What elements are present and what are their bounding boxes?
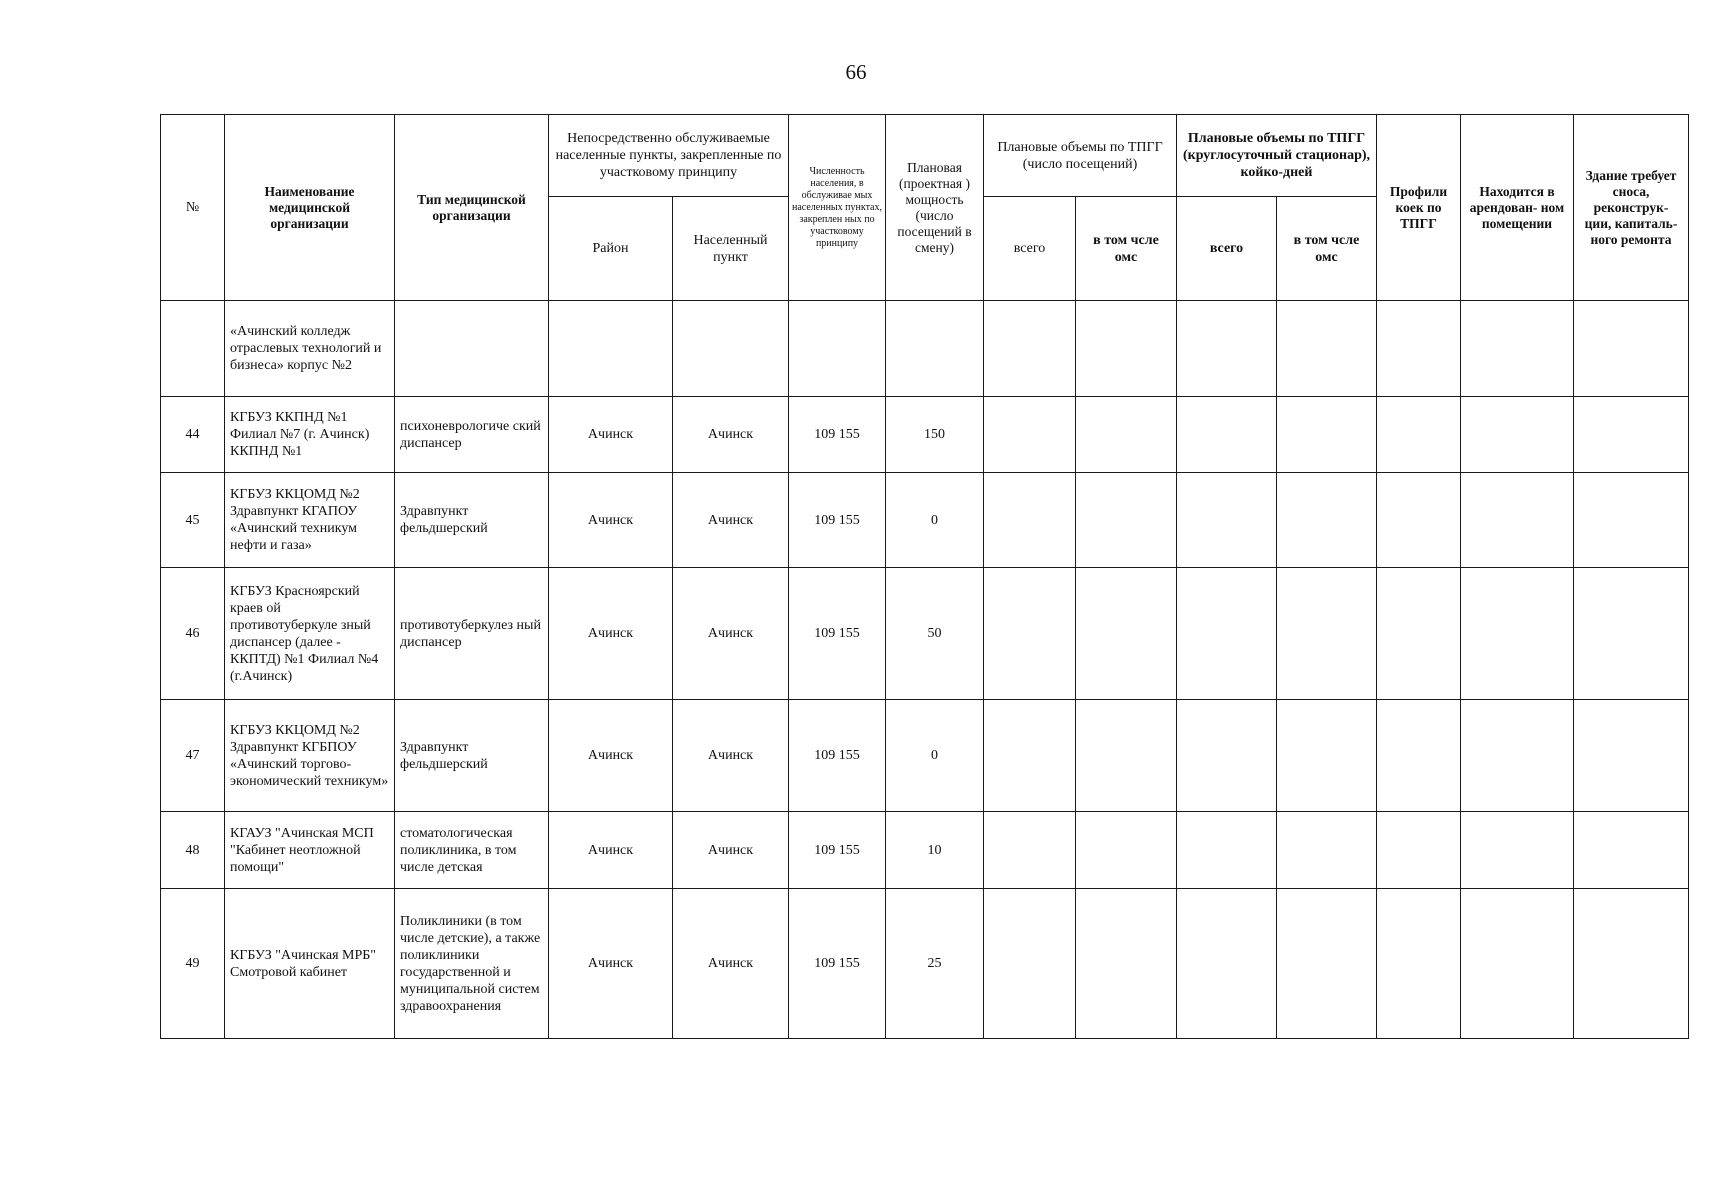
row-district: Ачинск — [549, 889, 673, 1039]
row-population: 109 155 — [789, 397, 886, 473]
empty-cell — [1076, 301, 1177, 397]
row-org-type: Поликлиники (в том числе детские), а также поликлиники государственной и муниципальной систем здравоохранения — [395, 889, 549, 1039]
page-number: 66 — [845, 60, 867, 84]
row-org-name: «Ачинский колледж отраслевых технологий и бизнеса» корпус №2 — [225, 301, 395, 397]
empty-cell — [1461, 397, 1574, 473]
empty-cell — [1574, 812, 1689, 889]
table-row — [161, 812, 1689, 889]
empty-cell — [984, 568, 1076, 700]
empty-cell — [1461, 812, 1574, 889]
header-plan-visits: Плановые объемы по ТПГГ (число посещений) — [984, 115, 1177, 197]
row-population: 109 155 — [789, 700, 886, 812]
row-settlement: Ачинск — [673, 568, 789, 700]
header-rented: Находится в арендован- ном помещении — [1461, 115, 1574, 301]
empty-cell — [1177, 700, 1277, 812]
row-org-type: противотуберкулез ный диспансер — [395, 568, 549, 700]
header-visits-oms: в том чсле омс — [1076, 197, 1177, 301]
empty-cell — [1377, 812, 1461, 889]
table-row — [161, 568, 1689, 700]
empty-cell — [1076, 473, 1177, 568]
row-org-name: КГАУЗ "Ачинская МСП "Кабинет неотложной помощи" — [225, 812, 395, 889]
row-capacity: 25 — [886, 889, 984, 1039]
table-row — [161, 889, 1689, 1039]
header-org-name: Наименование медицинской организации — [225, 115, 395, 301]
row-org-name: КГБУЗ ККЦОМД №2 Здравпункт КГБПОУ «Ачинский торгово- экономический техникум» — [225, 700, 395, 812]
empty-cell — [1277, 301, 1377, 397]
row-no: 44 — [161, 397, 225, 473]
empty-cell — [984, 301, 1076, 397]
empty-cell — [984, 473, 1076, 568]
row-capacity — [886, 301, 984, 397]
row-no: 45 — [161, 473, 225, 568]
empty-cell — [1574, 889, 1689, 1039]
empty-cell — [1277, 473, 1377, 568]
empty-cell — [984, 889, 1076, 1039]
row-population: 109 155 — [789, 889, 886, 1039]
empty-cell — [1574, 700, 1689, 812]
header-plan-hospital: Плановые объемы по ТПГГ (круглосуточный стационар), койко-дней — [1177, 115, 1377, 197]
header-settlement: Населенный пункт — [673, 197, 789, 301]
row-settlement: Ачинск — [673, 700, 789, 812]
row-settlement: Ачинск — [673, 812, 789, 889]
row-population — [789, 301, 886, 397]
header-hospital-oms: в том чсле омс — [1277, 197, 1377, 301]
empty-cell — [1574, 473, 1689, 568]
row-settlement: Ачинск — [673, 473, 789, 568]
empty-cell — [1177, 397, 1277, 473]
empty-cell — [1574, 568, 1689, 700]
empty-cell — [1377, 301, 1461, 397]
empty-cell — [1461, 889, 1574, 1039]
row-district — [549, 301, 673, 397]
header-bed-profiles: Профили коек по ТПГГ — [1377, 115, 1461, 301]
row-org-name: КГБУЗ ККЦОМД №2 Здравпункт КГАПОУ «Ачинский техникум нефти и газа» — [225, 473, 395, 568]
empty-cell — [1177, 301, 1277, 397]
row-district: Ачинск — [549, 812, 673, 889]
empty-cell — [1377, 397, 1461, 473]
empty-cell — [1377, 889, 1461, 1039]
empty-cell — [1377, 700, 1461, 812]
row-population: 109 155 — [789, 473, 886, 568]
row-org-type: Здравпункт фельдшерский — [395, 700, 549, 812]
medical-organizations-table — [160, 114, 1689, 1039]
row-district: Ачинск — [549, 397, 673, 473]
empty-cell — [1076, 889, 1177, 1039]
row-no: 49 — [161, 889, 225, 1039]
empty-cell — [984, 397, 1076, 473]
row-org-type: Здравпункт фельдшерский — [395, 473, 549, 568]
row-capacity: 50 — [886, 568, 984, 700]
header-no: № — [161, 115, 225, 301]
header-capacity: Плановая (проектная ) мощность (число посещений в смену) — [886, 115, 984, 301]
empty-cell — [1076, 397, 1177, 473]
row-org-name: КГБУЗ Красноярский краев ой противотуберкуле зный диспансер (далее - ККПТД) №1 Филиал №4 (г.Ачинск) — [225, 568, 395, 700]
row-capacity: 10 — [886, 812, 984, 889]
row-settlement: Ачинск — [673, 397, 789, 473]
row-district: Ачинск — [549, 473, 673, 568]
row-district: Ачинск — [549, 700, 673, 812]
empty-cell — [1574, 301, 1689, 397]
empty-cell — [1574, 397, 1689, 473]
row-no: 47 — [161, 700, 225, 812]
table-row — [161, 473, 1689, 568]
empty-cell — [1461, 301, 1574, 397]
row-settlement — [673, 301, 789, 397]
empty-cell — [984, 700, 1076, 812]
row-no: 46 — [161, 568, 225, 700]
header-district: Район — [549, 197, 673, 301]
header-org-type: Тип медицинской организации — [395, 115, 549, 301]
row-org-name: КГБУЗ ККПНД №1 Филиал №7 (г. Ачинск) ККПНД №1 — [225, 397, 395, 473]
row-no: 48 — [161, 812, 225, 889]
empty-cell — [1177, 568, 1277, 700]
empty-cell — [1076, 700, 1177, 812]
row-org-type: стоматологическая поликлиника, в том числе детская — [395, 812, 549, 889]
row-district: Ачинск — [549, 568, 673, 700]
empty-cell — [1177, 889, 1277, 1039]
row-capacity: 0 — [886, 473, 984, 568]
row-org-name: КГБУЗ "Ачинская МРБ" Смотровой кабинет — [225, 889, 395, 1039]
empty-cell — [1277, 812, 1377, 889]
row-capacity: 0 — [886, 700, 984, 812]
empty-cell — [1277, 889, 1377, 1039]
table-row — [161, 397, 1689, 473]
empty-cell — [1377, 473, 1461, 568]
row-no — [161, 301, 225, 397]
empty-cell — [984, 812, 1076, 889]
row-population: 109 155 — [789, 812, 886, 889]
empty-cell — [1177, 812, 1277, 889]
empty-cell — [1377, 568, 1461, 700]
header-hospital-total: всего — [1177, 197, 1277, 301]
row-population: 109 155 — [789, 568, 886, 700]
empty-cell — [1277, 700, 1377, 812]
header-repair: Здание требует сноса, реконструк- ции, капиталь- ного ремонта — [1574, 115, 1689, 301]
empty-cell — [1177, 473, 1277, 568]
row-org-type — [395, 301, 549, 397]
header-served: Непосредственно обслуживаемые населенные пункты, закрепленные по участковому принципу — [549, 115, 789, 197]
empty-cell — [1461, 473, 1574, 568]
empty-cell — [1076, 812, 1177, 889]
table-row — [161, 700, 1689, 812]
row-settlement: Ачинск — [673, 889, 789, 1039]
empty-cell — [1277, 397, 1377, 473]
empty-cell — [1076, 568, 1177, 700]
row-org-type: психоневрологиче ский диспансер — [395, 397, 549, 473]
row-capacity: 150 — [886, 397, 984, 473]
header-visits-total: всего — [984, 197, 1076, 301]
header-population: Численность населения, в обслуживае мых населенных пунктах, закреплен ных по участковому принципу — [789, 115, 886, 301]
empty-cell — [1461, 568, 1574, 700]
empty-cell — [1461, 700, 1574, 812]
table-row — [161, 301, 1689, 397]
empty-cell — [1277, 568, 1377, 700]
